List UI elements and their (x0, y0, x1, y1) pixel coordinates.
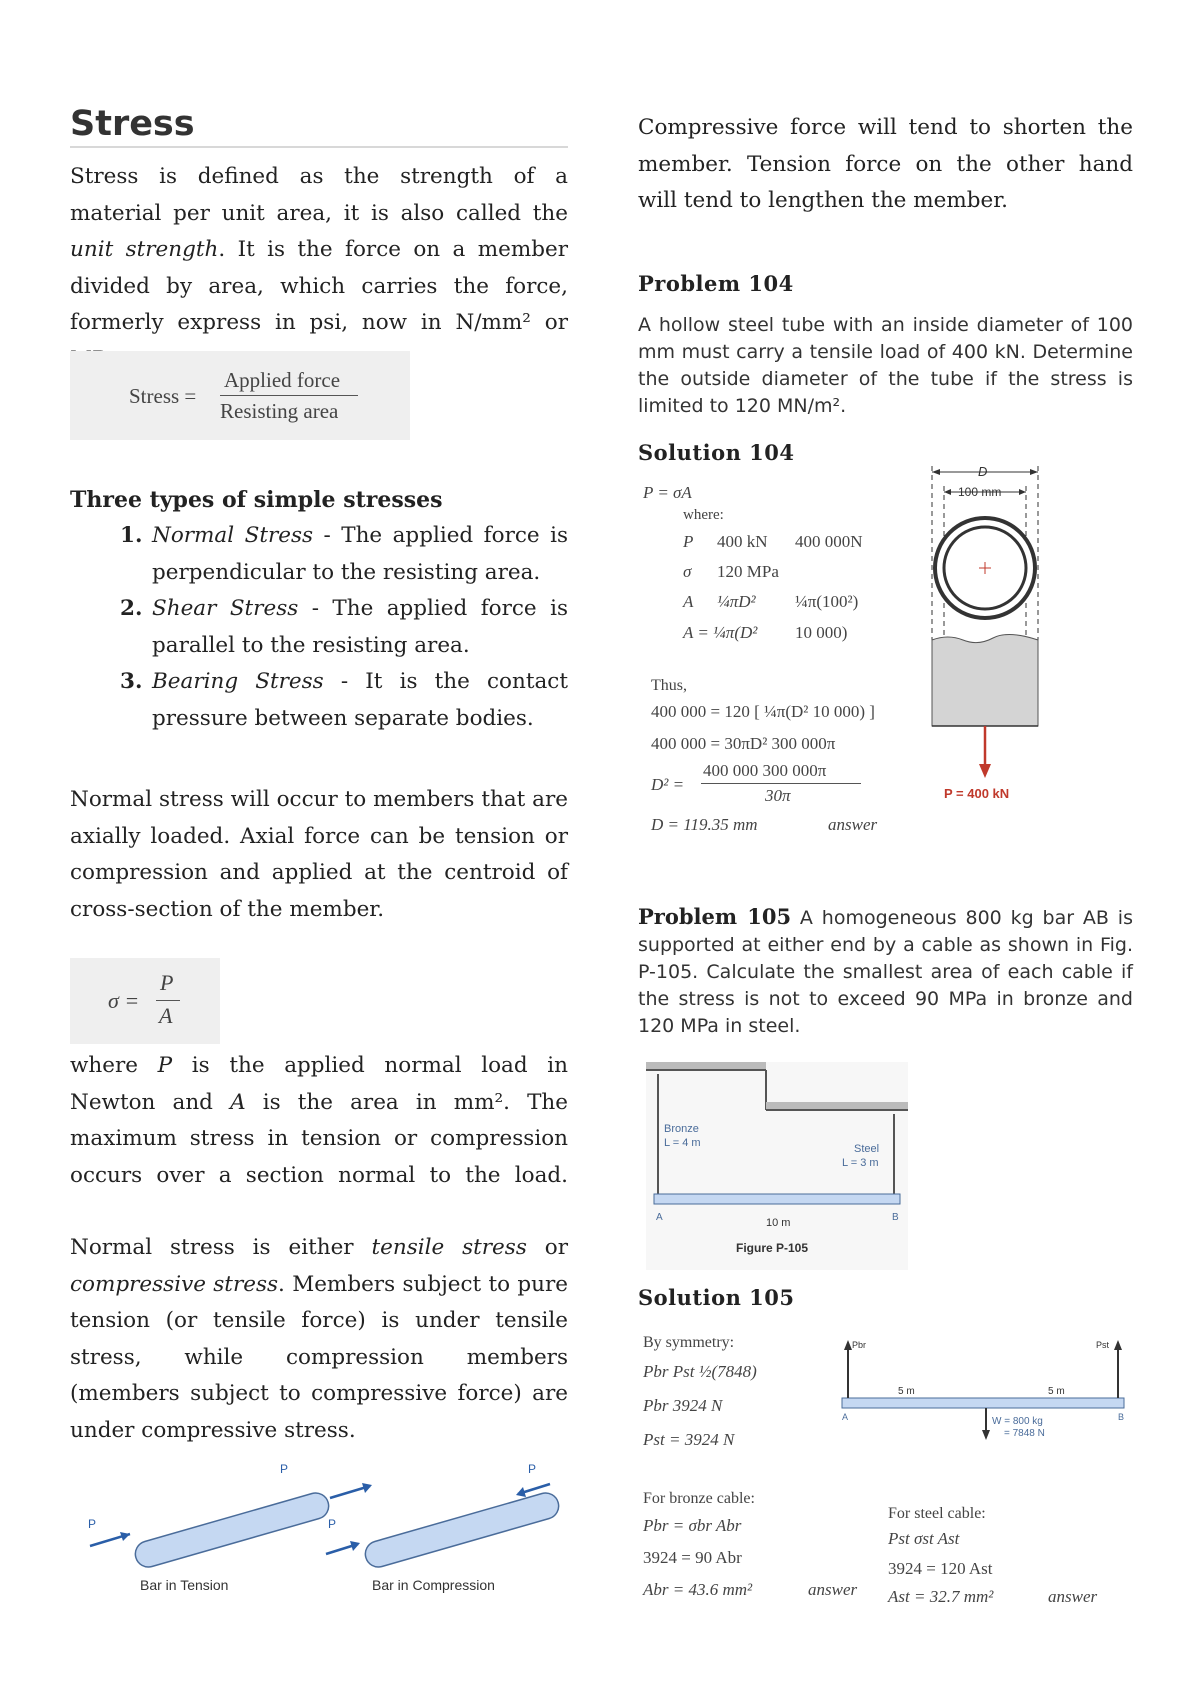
sol104-line: 120 MPa (717, 562, 779, 581)
fig105-span: 10 m (766, 1217, 791, 1229)
sol104-line: ¼πD² (717, 592, 756, 611)
solution-105-steel (888, 1505, 1133, 1615)
tube-inner-label: 100 mm (958, 485, 1002, 499)
tension-compression-figure (70, 1454, 568, 1604)
fbd-pbr: Pbr (852, 1340, 867, 1350)
compression-p-right: P (528, 1462, 537, 1476)
stress-formula-lhs: Stress = (129, 384, 197, 408)
fig105-bronze: Bronze (664, 1123, 699, 1135)
title-divider (70, 146, 568, 148)
fbd-weight: W = 800 kg (992, 1416, 1043, 1427)
sol104-line: P (683, 532, 694, 551)
stress-formula-box (70, 351, 410, 440)
stress-type-item: 2. Shear Stress - The applied force is parallel to the resisting area. (120, 596, 568, 658)
fbd-five-right: 5 m (1048, 1386, 1065, 1397)
solution-105-symmetry (643, 1334, 853, 1449)
stress-formula-numerator: Applied force (224, 368, 341, 392)
sol105-line: Pbr = σbr Abr (643, 1516, 742, 1535)
stress-formula-denominator: Resisting area (220, 399, 339, 423)
sol105-line: Pbr 3924 N (643, 1396, 723, 1415)
sol104-line: A = ¼π(D² (683, 623, 758, 642)
problem-105-text: Problem 105 A homogeneous 800 kg bar AB is supported at either end by a cable as shown in Fig. P-105. Calculate the smallest area of each cable if the stress is not to exceed 90 MPa in bronze and 120 MPa in steel. (638, 904, 1133, 1037)
fig105-bronze-length: L = 4 m (664, 1137, 701, 1149)
solution-104-heading: Solution 104 (638, 440, 795, 465)
sol104-thus: Thus, (651, 677, 687, 694)
stress-types-list (120, 518, 568, 737)
fraction-bar (156, 1000, 180, 1001)
page-title: Stress (70, 104, 195, 144)
sol105-line: Pst σst Ast (888, 1529, 960, 1548)
free-body-diagram (838, 1336, 1133, 1454)
stress-type-item: 3. Bearing Stress - It is the contact pressure between separate bodies. (120, 669, 568, 731)
tension-p-right: P (280, 1462, 289, 1476)
sol104-line: ¼π(100²) (795, 592, 859, 611)
solution-104-work (643, 480, 933, 840)
fbd-a: A (842, 1412, 849, 1422)
fraction-bar (220, 395, 358, 396)
sol104-line: 400 000 300 000π (703, 761, 827, 780)
fraction-bar (701, 783, 861, 784)
bar-in-compression (326, 1462, 562, 1593)
sigma-formula-box (70, 958, 220, 1044)
sigma-formula-lhs: σ = (108, 988, 140, 1013)
tension-p-left: P (88, 1517, 97, 1531)
sol105-bronze-answer: answer (808, 1580, 858, 1599)
sol105-line: 3924 = 120 Ast (888, 1559, 993, 1578)
fig105-steel: Steel (854, 1143, 880, 1155)
tension-label: Bar in Tension (140, 1577, 229, 1593)
sol104-where: where: (683, 507, 724, 523)
fbd-weight-n: = 7848 N (1004, 1428, 1045, 1439)
fig105-steel-length: L = 3 m (842, 1157, 879, 1169)
sol105-steel-answer: answer (1048, 1587, 1098, 1606)
types-heading: Three types of simple stresses (70, 487, 443, 513)
problem-105-heading: Problem 105 (638, 904, 792, 929)
sol104-line: 30π (765, 786, 791, 805)
fbd-pst: Pst (1096, 1340, 1110, 1350)
normal-stress-paragraph: Normal stress will occur to members that are axially loaded. Axial force can be tension or compression and applied at the centroid of cross-section of the member. (70, 787, 568, 922)
fig105-a: A (656, 1212, 663, 1223)
fbd-b: B (1118, 1412, 1125, 1422)
sol105-steel-heading: For steel cable: (888, 1505, 986, 1522)
sol104-line: σ (683, 562, 692, 581)
tube-load-label: P = 400 kN (944, 786, 1010, 798)
sol104-line: D² = (651, 775, 685, 794)
sol105-line: Pbr Pst ½(7848) (643, 1362, 757, 1381)
sol104-result: D = 119.35 mm (651, 815, 758, 834)
sol104-line: 400 000 = 30πD² 300 000π (651, 734, 836, 753)
sol105-bronze-heading: For bronze cable: (643, 1490, 755, 1507)
solution-105-heading: Solution 105 (638, 1285, 795, 1310)
problem-104-heading: Problem 104 (638, 271, 794, 296)
tube-figure (928, 458, 1118, 798)
sigma-formula-numerator: P (160, 970, 174, 995)
sol104-line: P = σA (643, 483, 692, 502)
sol105-symmetry: By symmetry: (643, 1334, 735, 1351)
intro-paragraph: Stress is defined as the strength of a material per unit area, it is also called the unit strength. It is the force on a member divided by area, which carries the force, formerly express in psi, now in N/mm² or (70, 164, 568, 335)
problem-104-text: A hollow steel tube with an inside diameter of 100 mm must carry a tensile load of 400 kN. Determine the outside diameter of the tube if the stress is limited to 120 MN/m². (638, 314, 1133, 417)
sol104-line: 10 000) (795, 623, 848, 642)
sol104-answer: answer (828, 815, 878, 834)
sol105-line: Abr = 43.6 mm² (643, 1580, 753, 1599)
fig105-b: B (892, 1212, 899, 1223)
compression-p-left: P (328, 1517, 337, 1531)
compression-label: Bar in Compression (372, 1577, 495, 1593)
tensile-paragraph: Normal stress is either tensile stress or compressive stress. Members subject to pure tension (or tensile force) is under tensile stress, while compression members (members subject to compressive force) are under compressive stress. (70, 1235, 568, 1443)
where-paragraph: where P is the applied normal load in Newton and A is the area in mm². The maximum stress in tension or compression occurs over a section normal to the load. (70, 1053, 569, 1188)
sol104-line: 400 000N (795, 532, 863, 551)
sol104-line: A (683, 592, 694, 611)
fbd-five-left: 5 m (898, 1386, 915, 1397)
sigma-formula-denominator: A (159, 1003, 173, 1028)
sol105-line: Ast = 32.7 mm² (888, 1587, 994, 1606)
solution-105-bronze (643, 1490, 873, 1610)
compress-paragraph: Compressive force will tend to shorten the member. Tension force on the other hand will tend to lengthen the member. (638, 115, 1133, 213)
sol104-line: 400 kN (717, 532, 768, 551)
sol105-line: 3924 = 90 Abr (643, 1548, 742, 1567)
figure-p105 (646, 1062, 908, 1270)
stress-type-item: 1. Normal Stress - The applied force is perpendicular to the resisting area. (120, 523, 568, 585)
sol105-line: Pst = 3924 N (643, 1430, 735, 1449)
sol104-line: 400 000 = 120 [ ¼π(D² 10 000) ] (651, 702, 875, 721)
tube-d-label: D (978, 464, 988, 479)
fig105-caption: Figure P-105 (736, 1241, 809, 1255)
